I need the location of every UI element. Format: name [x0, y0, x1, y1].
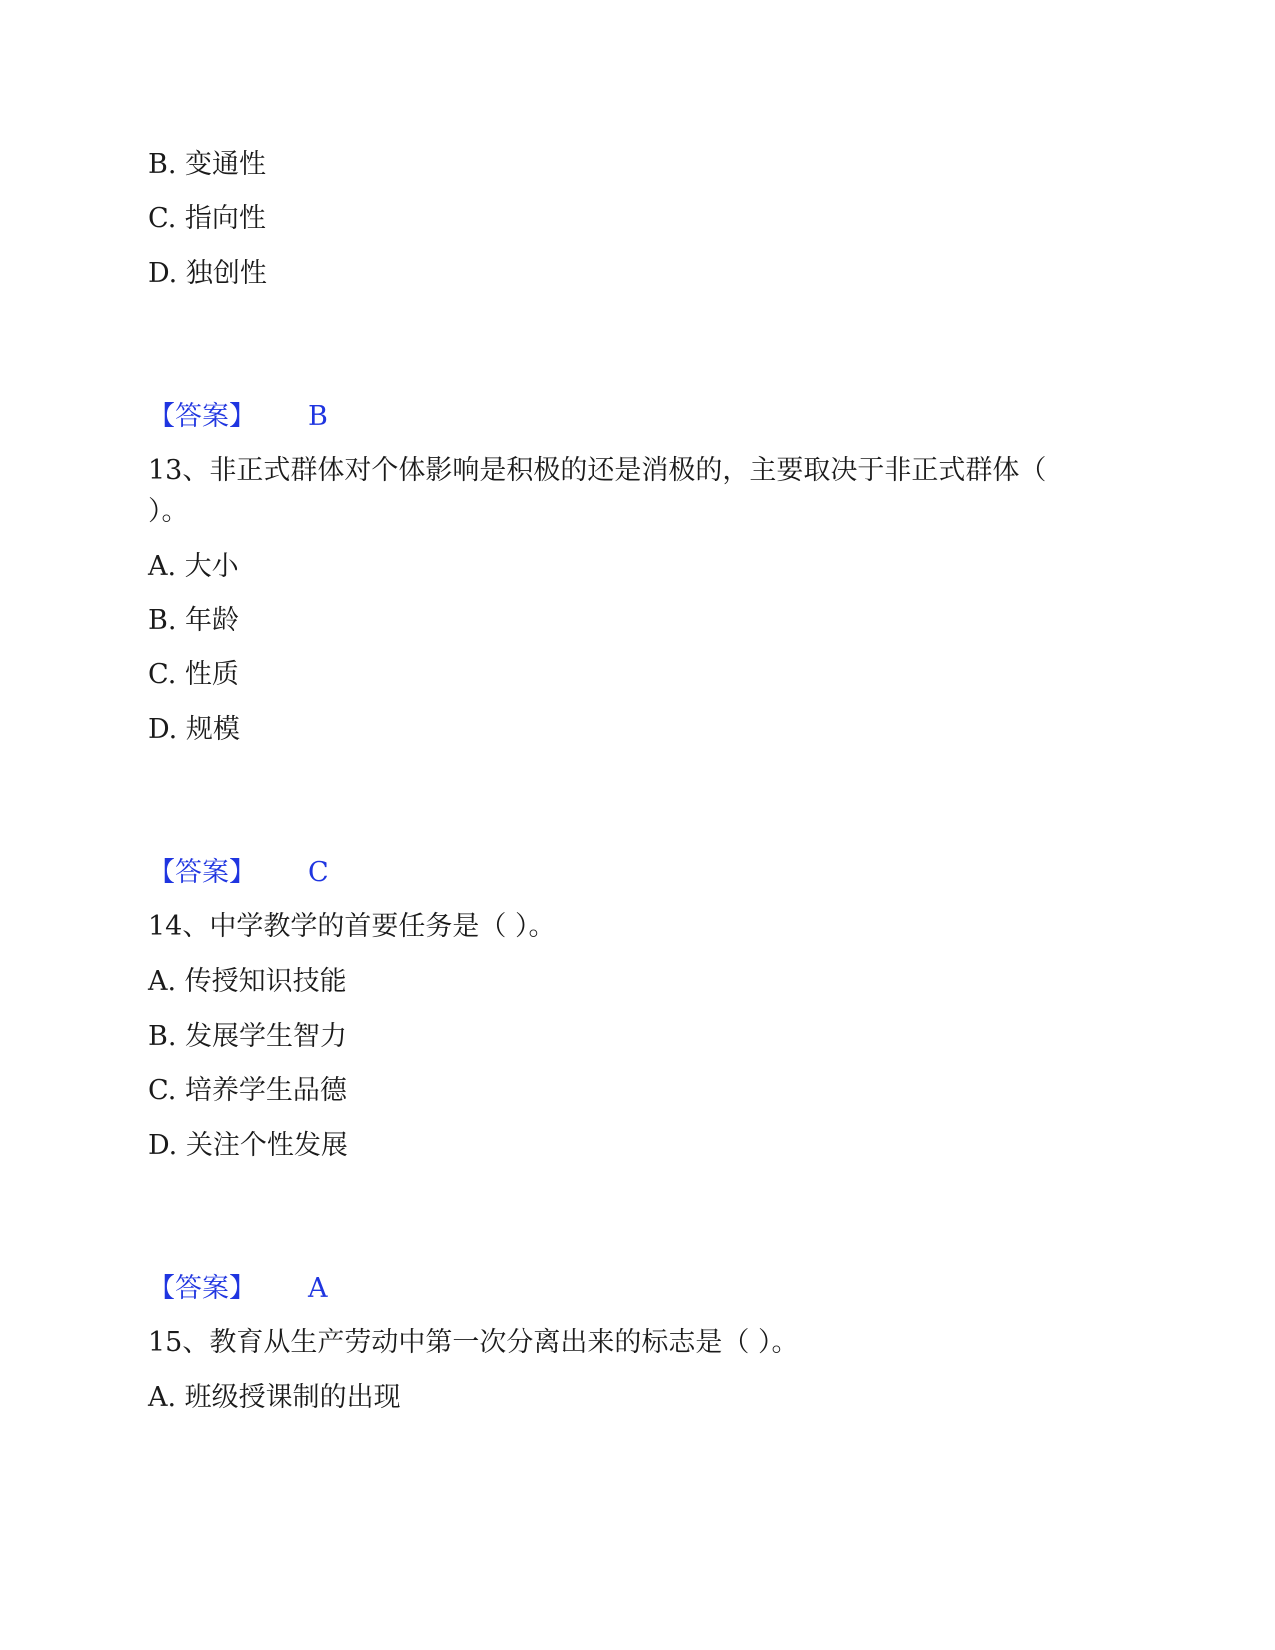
answer-value: B — [308, 401, 328, 432]
q13-option-c: C. 性质 — [148, 659, 239, 690]
q15-stem: 15、教育从生产劳动中第一次分离出来的标志是（ ）。 — [148, 1327, 799, 1358]
q13-stem-line2: ）。 — [148, 496, 189, 527]
q13-stem-line1: 13、非正式群体对个体影响是积极的还是消极的，主要取决于非正式群体（ — [148, 455, 1047, 486]
q13-option-a: A. 大小 — [148, 551, 239, 582]
q15-option-a: A. 班级授课制的出现 — [148, 1382, 401, 1413]
q14-answer — [148, 1272, 328, 1306]
q13-option-b: B. 年龄 — [148, 605, 240, 636]
q14-option-d: D. 关注个性发展 — [148, 1130, 348, 1161]
q13-option-d: D. 规模 — [148, 714, 240, 745]
q13-answer — [148, 856, 329, 890]
answer-label: 【答案】 — [148, 401, 256, 432]
answer-value: A — [308, 1273, 328, 1304]
answer-value: C — [308, 857, 329, 888]
answer-label: 【答案】 — [148, 857, 256, 888]
q14-stem: 14、中学教学的首要任务是（ ）。 — [148, 911, 556, 942]
q12-option-d: D. 独创性 — [148, 258, 267, 289]
q12-answer — [148, 400, 328, 434]
q12-option-c: C. 指向性 — [148, 203, 266, 234]
q12-option-b: B. 变通性 — [148, 149, 267, 180]
q14-option-a: A. 传授知识技能 — [148, 966, 347, 997]
q14-option-b: B. 发展学生智力 — [148, 1021, 348, 1052]
q14-option-c: C. 培养学生品德 — [148, 1075, 347, 1106]
answer-label: 【答案】 — [148, 1273, 256, 1304]
